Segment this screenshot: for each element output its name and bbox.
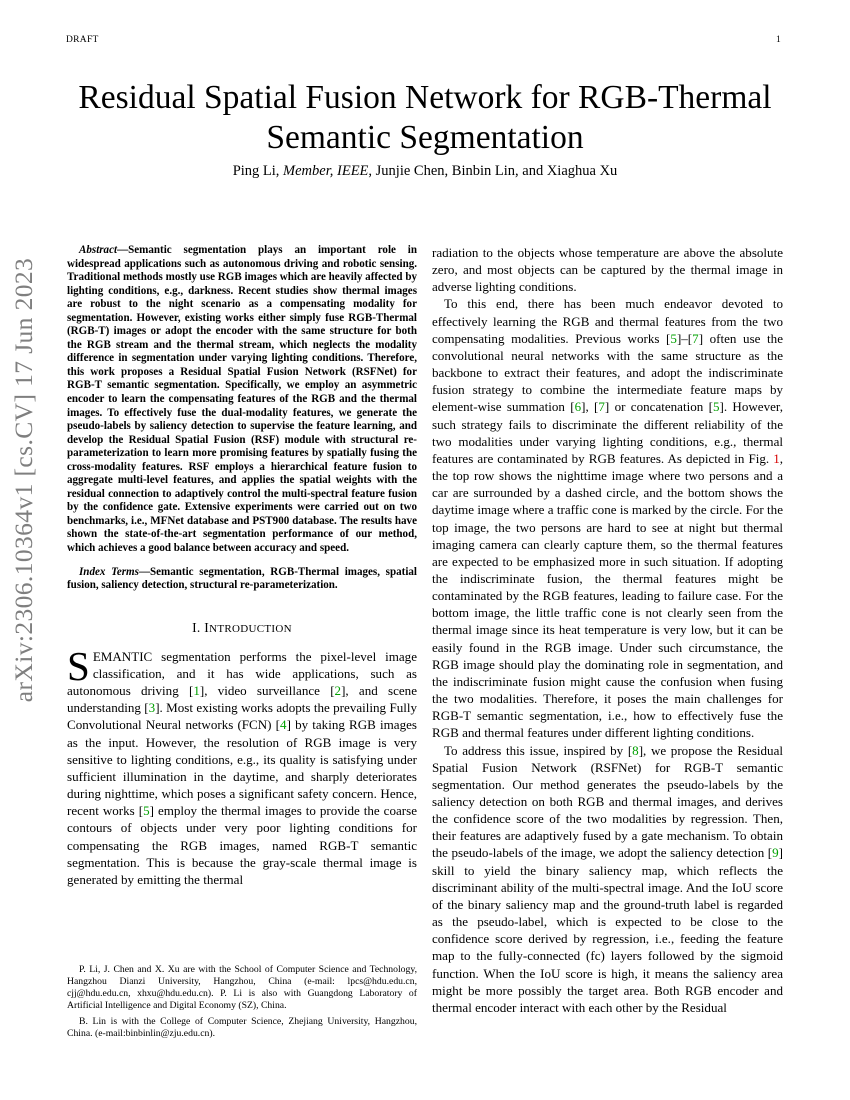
page-number: 1: [776, 35, 781, 45]
intro-paragraph-1: SEMANTIC segmentation performs the pixel-level image classification, and it has wide applications, such as autonomous driving [1], video surveillance [2], and scene understanding [3]. Most existing works adopts the prevailing Fully Convolutional Neural networks (FCN) [4] by taking RGB images as the input. However, the resolution of RGB image is very sensitive to lighting conditions, e.g., its quality is satisfying under sufficient illumination in the daytime, and sharply deteriorates during nighttime, which poses a significant safety concern. Hence, recent works [5] employ the thermal images to provide the coarse contours of objects under very poor lighting conditions for compensating the RGB images, named RGB-T semantic segmentation. This is because the gray-scale thermal image is generated by emitting the thermal: [67, 642, 417, 887]
citation-link[interactable]: 7: [598, 399, 605, 415]
paper-title: [40, 78, 810, 158]
other-authors: , Junjie Chen, Binbin Lin, and Xiaghua Xu: [368, 163, 618, 179]
index-terms-label: Index Terms: [79, 565, 139, 578]
abstract: [67, 244, 417, 556]
right-paragraph-1: To this end, there has been much endeavor devoted to effectively learning the RGB and thermal features from the two compensating modalities. Previous works [5]–[7] often use the convolutional neural networks with the same structure as the backbone to extract their features, and adopt the indiscriminate fusion strategy to combine the intermediate feature maps by element-wise summation [6], [7] or concatenation [5]. However, such strategy fails to discriminate the different reliability of the two modalities under varying lighting conditions, e.g., thermal features are contaminated by RGB features. As depicted in Fig. 1, the top row shows the nighttime image where two persons and a car are surrounded by a dashed circle, and the bottom shows the daytime image where a traffic cone is marked by the circle. For the top image, the two persons are hard to see at night but thermal imaging camera can clearly capture them, so the thermal features are expected to be emphasized more in such situation. If adopting the indiscriminate fusion, the thermal features might be contaminated by the RGB features, leading to failure case. For the bottom image, the little traffic cone is not clearly seen from the thermal image since its heat temperature is very low, but it can be easily found in the RGB image. Under such circumstance, the RGB image should play the dominating role in segmentation, and the indiscriminate fusion might cause the confusion when fusing the two modalities. Therefore, it poses the main challenges for RGB-T semantic segmentation, i.e., how to effectively fuse the RGB and thermal features under different lighting conditions.: [432, 296, 783, 741]
arxiv-stamp: arXiv:2306.10364v1 [cs.CV] 17 Jun 2023: [9, 257, 38, 703]
section-heading-introduction: I. INTRODUCTION: [192, 619, 292, 635]
title-line-1: Residual Spatial Fusion Network for RGB-Thermal: [78, 79, 772, 116]
citation-link[interactable]: 8: [632, 742, 639, 758]
citation-link[interactable]: 7: [692, 330, 699, 346]
footnotes: [67, 964, 417, 1041]
citation-link[interactable]: 3: [148, 700, 156, 716]
citation-link[interactable]: 9: [772, 845, 779, 861]
author-list: [40, 163, 810, 180]
right-column: [432, 244, 783, 1016]
right-paragraph-0: radiation to the objects whose temperature are above the absolute zero, and most objects can be captured by the thermal image in adverse lighting conditions.: [432, 245, 783, 295]
author-1: Ping Li,: [232, 163, 284, 179]
figure-link[interactable]: 1: [773, 450, 780, 466]
author-1-title: Member, IEEE: [283, 163, 369, 179]
drop-cap: S: [67, 642, 90, 689]
left-column: [67, 244, 417, 888]
citation-link[interactable]: 2: [334, 683, 342, 699]
citation-link[interactable]: 5: [143, 803, 150, 819]
citation-link[interactable]: 4: [280, 717, 287, 733]
footnote-affiliation-1: P. Li, J. Chen and X. Xu are with the School of Computer Science and Technology, Hangzhou Dianzi University, Hangzhou, China (e-mail: lpcs@hdu.edu.cn, cjj@hdu.edu.cn, xhxu@hdu.edu.cn). P. Li is also with Guangdong Laboratory of Artificial Intelligence and Digital Economy (SZ), China.: [67, 964, 417, 1012]
index-terms-text: —Semantic segmentation, RGB-Thermal images, spatial fusion, saliency detection, structural re-parameterization.: [67, 565, 417, 592]
title-line-2: Semantic Segmentation: [266, 119, 584, 156]
abstract-label: Abstract: [79, 244, 118, 256]
abstract-text: —Semantic segmentation plays an important role in widespread applications such as autonomous driving and robotic sensing. Traditional methods mostly use RGB images which are heavily affected by lighting conditions, e.g., darkness. Recent studies show thermal images are robust to the night scenario as a compensating modality for segmentation. However, existing works either simply fuse RGB-Thermal (RGB-T) images or adopt the encoder with the same structure for both the RGB stream and the thermal stream, which neglects the modality difference in segmentation under varying lighting conditions. Therefore, this work proposes a Residual Spatial Fusion Network (RSFNet) for RGB-T semantic segmentation. Specifically, we employ an asymmetric encoder to learn the compensating features of the RGB and the thermal images. To effectively fuse the dual-modality features, we generate the pseudo-labels by saliency detection to supervise the feature learning, and develop the Residual Spatial Fusion (RSF) module with structural re-parameterization to learn more promising features by spatially fusing the cross-modality features. RSF employs a hierarchical feature fusion to aggregate multi-level features, and applies the spatial weights with the residual connection to adaptively control the multi-spectral feature fusion by the confidence gate. Extensive experiments were carried out on two benchmarks, i.e., MFNet database and PST900 database. The results have shown the state-of-the-art segmentation performance of our method, which achieves a good balance between accuracy and speed.: [67, 244, 418, 555]
citation-link[interactable]: 1: [193, 683, 200, 699]
running-header-draft: DRAFT: [66, 35, 99, 45]
citation-link[interactable]: 5: [712, 399, 720, 415]
footnote-affiliation-2: B. Lin is with the College of Computer Science, Zhejiang University, Hangzhou, China. (e-mail:binbinlin@zju.edu.cn).: [67, 1016, 417, 1040]
right-paragraph-2: To address this issue, inspired by [8], we propose the Residual Spatial Fusion Network (RSFNet) for RGB-T semantic segmentation. Our method generates the pseudo-labels by the saliency detection on both RGB and thermal images, and derives the confidence score of the two modalities by regression. Then, their features are adaptively fused by a gate mechanism. To obtain the pseudo-labels of the image, we adopt the saliency detection [9] skill to yield the binary saliency map, which reflects the discriminant ability of the multi-spectral image. And the IoU score of the binary saliency map and the ground-truth label is regarded as the pseudo-label, which is expected to be close to the confidence score derived by regression, i.e., feeding the feature map to the fully-connected (fc) layers followed by the sigmoid function. When the IoU score is high, it means the saliency area might be more possibly the target area. Both RGB encoder and thermal encoder interact with each other by the Residual: [432, 742, 783, 1015]
index-terms: [67, 566, 417, 593]
citation-link[interactable]: 5: [670, 330, 677, 346]
citation-link[interactable]: 6: [574, 399, 582, 415]
